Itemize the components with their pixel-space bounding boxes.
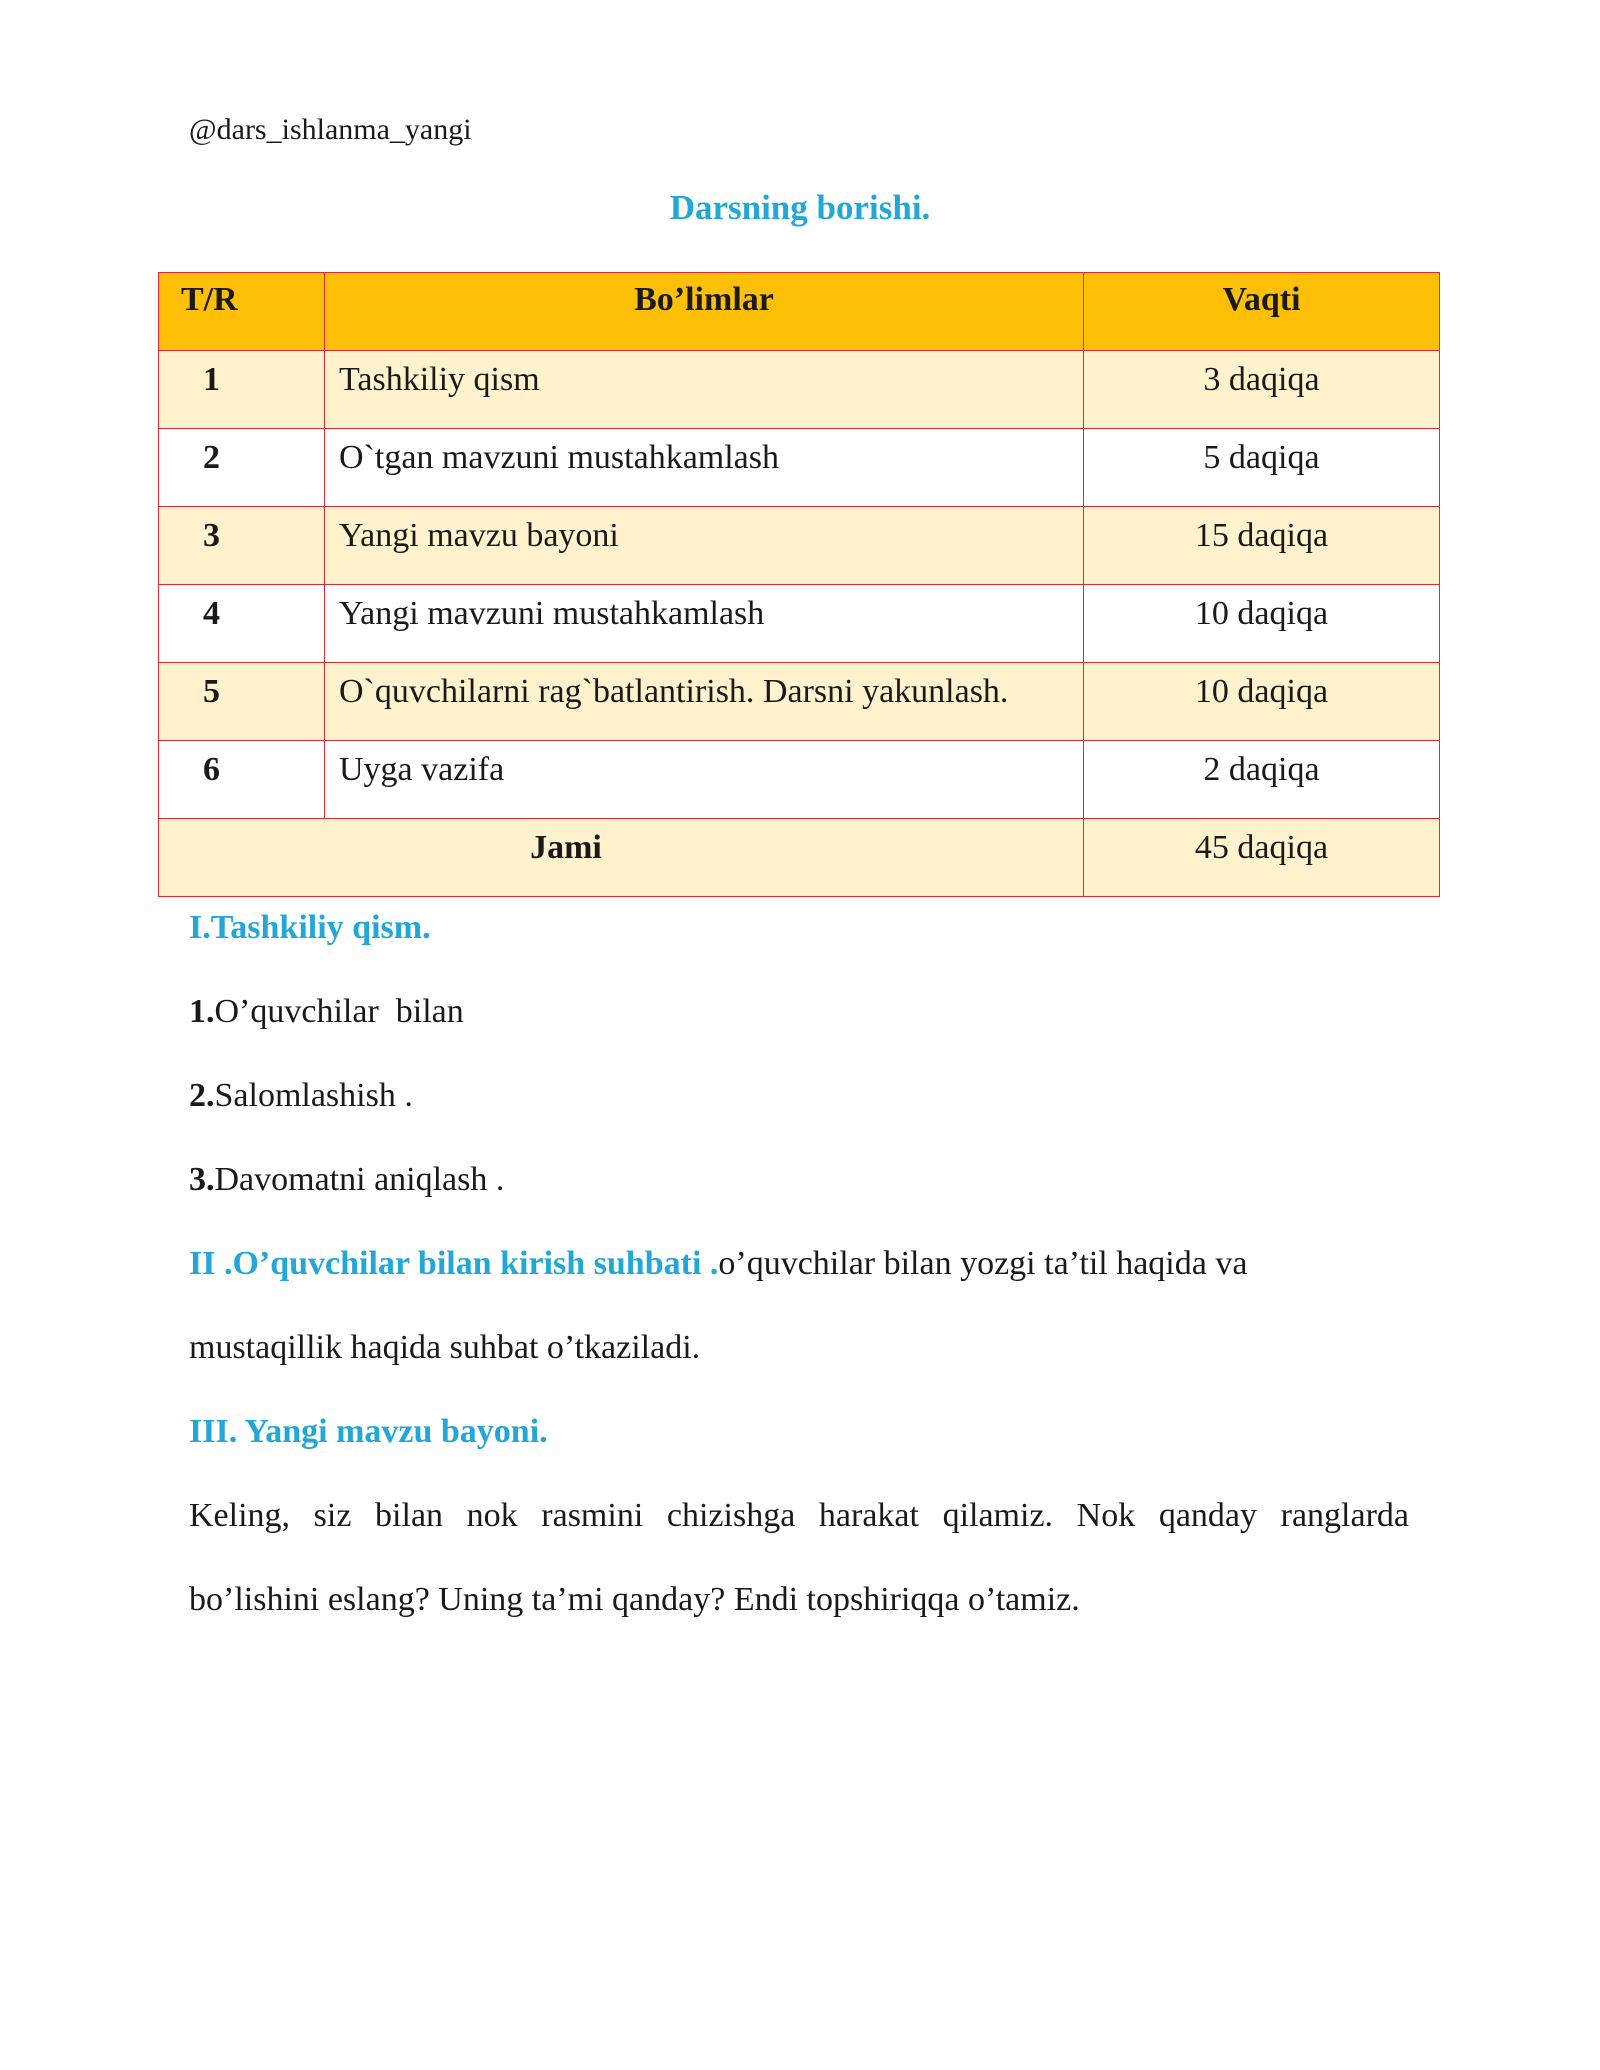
table-row xyxy=(159,429,1440,507)
row-section: O`quvchilarni rag`batlantirish. Darsni yakunlash. xyxy=(325,663,1084,741)
table-row xyxy=(159,585,1440,663)
row-number: 5 xyxy=(159,663,325,741)
row-number: 3 xyxy=(159,507,325,585)
row-section: Yangi mavzuni mustahkamlash xyxy=(325,585,1084,663)
row-number: 6 xyxy=(159,741,325,819)
row-time: 2 daqiqa xyxy=(1084,741,1440,819)
section-heading-conversation: II .O’quvchilar bilan kirish suhbati . xyxy=(189,1245,719,1282)
total-label: Jami xyxy=(159,819,1084,897)
table-row xyxy=(159,351,1440,429)
table-total-row xyxy=(159,819,1440,897)
row-time: 10 daqiqa xyxy=(1084,663,1440,741)
list-item-text: Davomatni aniqlash . xyxy=(214,1161,505,1198)
column-header-time: Vaqti xyxy=(1084,273,1440,351)
row-time: 10 daqiqa xyxy=(1084,585,1440,663)
row-time: 5 daqiqa xyxy=(1084,429,1440,507)
row-section: Yangi mavzu bayoni xyxy=(325,507,1084,585)
list-item-number: 1. xyxy=(189,993,215,1030)
row-number: 1 xyxy=(159,351,325,429)
column-header-sections: Bo’limlar xyxy=(325,273,1084,351)
row-number: 2 xyxy=(159,429,325,507)
section-heading-organizational: I.Tashkiliy qism. xyxy=(189,909,431,946)
section-text: o’quvchilar bilan yozgi ta’til haqida va xyxy=(718,1245,1248,1282)
page-title: Darsning borishi. xyxy=(669,188,931,227)
total-time: 45 daqiqa xyxy=(1084,819,1440,897)
section-intro-conversation xyxy=(189,1244,1247,1284)
row-time: 15 daqiqa xyxy=(1084,507,1440,585)
table-row xyxy=(159,507,1440,585)
row-time: 3 daqiqa xyxy=(1084,351,1440,429)
section-heading-new-topic: III. Yangi mavzu bayoni. xyxy=(189,1413,548,1450)
table-header-row xyxy=(159,273,1440,351)
list-item-number: 3. xyxy=(189,1161,215,1198)
list-item-number: 2. xyxy=(189,1077,215,1114)
column-header-number: T/R xyxy=(159,273,325,351)
paragraph-line: Keling, siz bilan nok rasmini chizishga harakat qilamiz. Nok qanday ranglarda xyxy=(189,1497,1409,1534)
row-section: Tashkiliy qism xyxy=(325,351,1084,429)
section-text-continued: mustaqillik haqida suhbat o’tkaziladi. xyxy=(189,1329,701,1366)
table-row xyxy=(159,741,1440,819)
row-section: Uyga vazifa xyxy=(325,741,1084,819)
list-item-text: O’quvchilar bilan xyxy=(214,993,464,1030)
list-item xyxy=(189,1076,413,1116)
row-number: 4 xyxy=(159,585,325,663)
channel-handle: @dars_ishlanma_yangi xyxy=(189,113,472,146)
list-item-text: Salomlashish . xyxy=(214,1077,413,1114)
paragraph-line: bo’lishini eslang? Uning ta’mi qanday? Endi topshiriqqa o’tamiz. xyxy=(189,1581,1080,1618)
row-section: O`tgan mavzuni mustahkamlash xyxy=(325,429,1084,507)
list-item xyxy=(189,1160,504,1200)
table-row xyxy=(159,663,1440,741)
list-item xyxy=(189,992,464,1032)
lesson-plan-table xyxy=(158,272,1440,897)
